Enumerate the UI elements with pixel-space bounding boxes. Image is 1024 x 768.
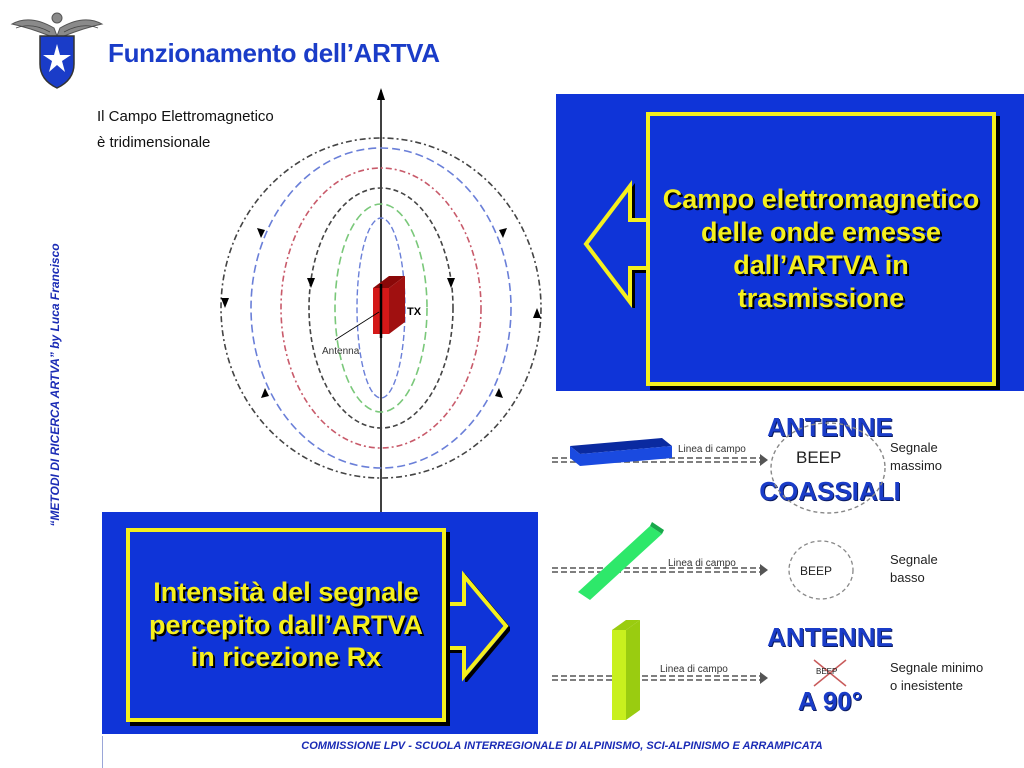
tx-label: TX (407, 306, 422, 318)
field-diagram (97, 88, 555, 518)
antenna-label: Antenna (322, 346, 360, 357)
right-arrow (438, 570, 510, 682)
coassiali-heading-line1: ANTENNE (767, 412, 893, 442)
field-caption-line1: Il Campo Elettromagnetico (97, 108, 274, 125)
coassiali-beep: BEEP (796, 448, 842, 467)
perpendicular-signal-line1: Segnale minimo (890, 660, 984, 675)
perpendicular-heading-line1: ANTENNE (767, 622, 893, 652)
field-caption-line2: è tridimensionale (97, 134, 211, 151)
coassiali-beep-circle (768, 420, 888, 516)
coassiali-diagram (550, 430, 790, 510)
perpendicular-signal-line2: o inesistente (890, 678, 963, 693)
perpendicular-beep: BEEP (816, 667, 838, 676)
perpendicular-heading-line2: A 90° (797, 686, 863, 716)
coassiali-signal-line2: massimo (890, 458, 943, 473)
reception-text: Intensità del segnale percepito dall’ARTVA in ricezione Rx (148, 576, 424, 673)
coassiali-field-label: Linea di campo (678, 444, 746, 455)
transmission-text: Campo elettromagnetico delle onde emesse dall’ARTVA in trasmissione (662, 184, 980, 313)
transmission-box (646, 112, 996, 386)
perpendicular-field-label: Linea di campo (660, 664, 728, 675)
diagonal-beep: BEEP (800, 564, 833, 578)
diagonal-signal-line2: basso (890, 570, 925, 585)
coassiali-heading-line2: COASSIALI (759, 476, 901, 506)
page-title: Funzionamento dell’ARTVA (108, 38, 440, 68)
cai-logo (10, 6, 104, 92)
diagonal-field-label: Linea di campo (668, 558, 736, 569)
diagonal-signal-line1: Segnale (890, 552, 938, 567)
vertical-credit: “METODI DI RICERCA ARTVA” by Luca Francisco (48, 243, 62, 527)
reception-box (126, 528, 446, 722)
left-arrow (582, 180, 654, 308)
footer-text: COMMISSIONE LPV - SCUOLA INTERREGIONALE DI ALPINISMO, SCI-ALPINISMO E ARRAMPICATA (301, 740, 823, 752)
coassiali-signal-line1: Segnale (890, 440, 938, 455)
